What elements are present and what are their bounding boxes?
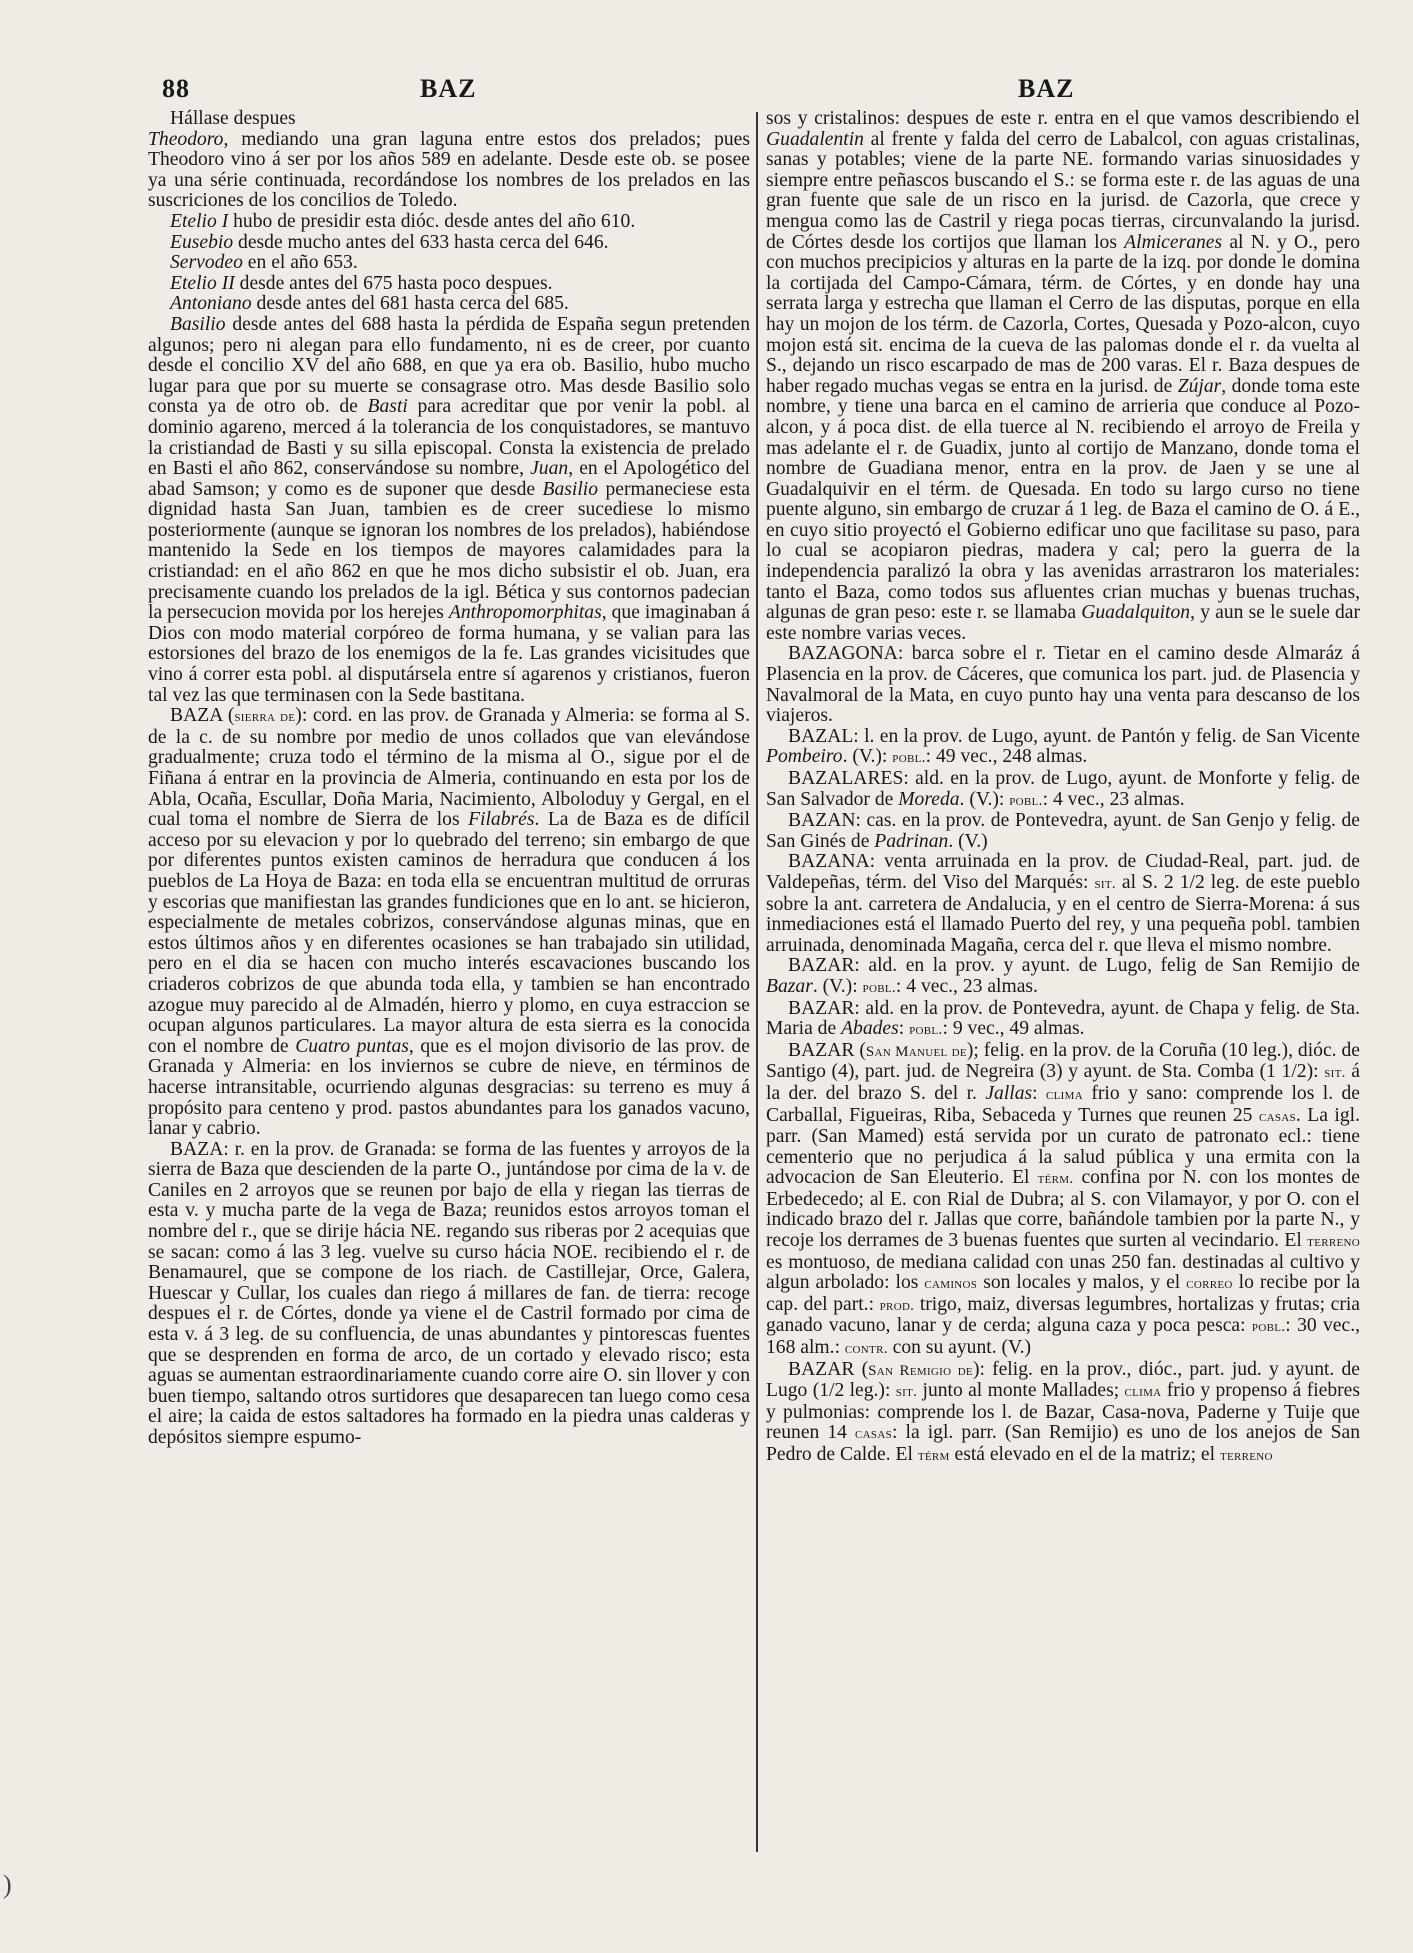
text-run: :: [1032, 1082, 1047, 1104]
text-run: BAZALARES: ald. en la prov. de Lugo, ayunt. de Monforte y felig. de San Salvador de: [766, 768, 1360, 810]
text-run: BAZAGONA: barca sobre el r. Tietar en el camino desde Almaráz á Plasencia en la prov. de Cáceres, que comunica los part. jud. de Plasencia y Navalmoral de la Mata, en cuyo punto hay una venta para descanso de los viajeros.: [766, 643, 1360, 727]
italic-term: Eusebio: [170, 231, 234, 253]
italic-term: Filabrés: [468, 809, 535, 831]
small-caps-term: San Manuel de: [865, 1043, 967, 1060]
text-run: permaneciese esta dignidad hasta San Juan, tambien es de creer sucediese lo mismo posteriormente (aunque se ignoran los nombres de los prelados), habiéndose mantenido la Sede en los tiempos de mayores calamidades para la cristiandad: en el año 862 en que he mos dicho subsistir el ob. Juan, era precisamente cuando los prelados de la igl. Bética y sus contornos padecian la persecucion movida por los herejes: [148, 478, 750, 624]
text-run: BAZA: r. en la prov. de Granada: se forma de las fuentes y arroyos de la sierra de Baza que descienden de la parte O., juntándose por cima de la v. de Caniles en 2 arroyos que se reunen por bajo de ella y riegan las tierras de esta v. y mucha parte de la vega de Baza; reunidos estos arroyos toman el nombre del r., que se dirije hácia NE. regando sus riberas por 2 acequias que se sacan: como á las 3 leg. vuelve su curso hácia NOE. recibiendo el r. de Benamaurel, que se compone de los riach. de Castillejar, Orce, Galera, Huescar y Cullar, los cuales dan riego á millares de fan. de tierra: recoge despues el r. de Córtes, donde ya viene el de Castril formado por cima de esta v. á 3 leg. de su confluencia, de unas abundantes y pintorescas fuentes que se desprenden en forma de arco, de un cortado y elevado risco; esta aguas se aumentan estraordinariamente cuando corre aire O. sin llover y con buen tiempo, saltando otros surtidores que desaparecen tan luego como cesa el aire; la caida de estos saltadores ha formado en la piedra unas calderas y depósitos siempre espumo-: [148, 1138, 750, 1448]
text-run: . (V.): [948, 830, 988, 852]
bishop-entry: [148, 233, 750, 254]
text-run: sos y cristalinos: despues de este r. entra en el que vamos describiendo el: [766, 109, 1360, 129]
text-run: ): cord. en las prov. de Granada y Almeria: se forma al S. de la c. de su nombre por medio de unos collados que van elevándose gradualmente; cruza todo el término de la misma al O., sigue por el de Fiñana á entrar en la provincia de Almeria, continuando en esta por los de Abla, Ocaña, Escullar, Doña Maria, Nacimiento, Alboloduy y Gergal, en el cual toma el nombre de Sierra de los: [148, 705, 750, 831]
text-run: BAZAL: l. en la prov. de Lugo, ayunt. de Pantón y felig. de San Vicente: [788, 725, 1360, 747]
italic-term: Guadalentin: [766, 128, 864, 150]
small-caps-term: pobl.: [1009, 792, 1043, 809]
text-run: son locales y malos, y el: [977, 1272, 1187, 1294]
bishop-entry: [148, 274, 750, 295]
margin-mark: ): [3, 1870, 12, 1899]
italic-term: Basilio: [170, 313, 226, 335]
text-run: es montuoso, de mediana calidad con unas 250 fan. destinadas al cultivo y algun arbolado: los: [766, 1251, 1360, 1294]
text-run: BAZAR: ald. en la prov. y ayunt. de Lugo, felig de San Remijio de: [788, 955, 1360, 977]
entry-bazal: [766, 727, 1360, 769]
paragraph-theodoro: [148, 130, 750, 212]
italic-term: Antoniano: [170, 293, 252, 315]
text-run: desde antes del 675 hasta poco despues.: [234, 272, 553, 294]
text-run: : 4 vec., 23 almas.: [1042, 788, 1185, 810]
small-caps-term: casas: [855, 1426, 893, 1443]
italic-term: Abades: [841, 1018, 899, 1040]
small-caps-term: caminos: [924, 1276, 978, 1293]
small-caps-term: térm.: [1037, 1171, 1074, 1188]
running-header: [0, 74, 1413, 110]
entry-bazar-san-manuel: [766, 1041, 1360, 1360]
text-run: ): felig. en la prov., dióc., part. jud. y ayunt. de Lugo (1/2 leg.):: [766, 1358, 1360, 1402]
text-run: BAZA (: [170, 705, 235, 727]
italic-term: Juan: [530, 458, 569, 480]
text-run: junto al monte Mallades;: [917, 1380, 1125, 1402]
page-number: 88: [162, 74, 190, 103]
text-run: , mediando una gran laguna entre estos dos prelados; pues Theodoro vino á ser por los años 589 en adelante. Desde este ob. se posee ya una série continuada, recordándose los nombres de los prelados en las suscriciones de los concilios de Toledo.: [148, 128, 750, 212]
text-run: BAZAR: ald. en la prov. de Pontevedra, ayunt. de Chapa y felig. de Sta. Maria de: [766, 997, 1360, 1040]
text-run: trigo, maiz, diversas legumbres, hortalizas y frutas; cria ganado vacuno, lanar y de cerda; alguna caza y poca pesca:: [766, 1293, 1360, 1337]
small-caps-term: pobl.: [909, 1022, 943, 1039]
text-run: , que es el mojon divisorio de las prov. de Granada y Almeria: en los inviernos se cubre de nieve, en términos de hacerse intransitable, ocurriendo algunas desgracias: su terreno es muy á propósito para centeno y prod. pastos abundantes para los ganados vacuno, lanar y cabrio.: [148, 1035, 750, 1140]
italic-term: Etelio I: [170, 210, 229, 232]
text-run: en el año 653.: [242, 252, 358, 274]
paragraph-continuation: [766, 109, 1360, 644]
small-caps-term: clima: [1124, 1384, 1162, 1401]
text-run: al N. y O., pero con muchos precipicios y alturas en la parte de la izq. por donde le domina la cortijada del Campo-Cámara, térm. de Córtes, y en donde hay una serrata larga y estrecha que llaman el Cerro de las disputas, porque en ella hay un mojon de los térm. de Cazorla, Cortes, Quesada y Pozo-alcon, cuyo mojon está sit. encima de la cueva de las palomas donde el r. da vuelta al S., dejando un risco escarpado de mas de 200 varas. El r. Baza despues de haber regado muchas vegas se entra en la jurisd. de: [766, 231, 1360, 397]
text-run: :: [898, 1018, 910, 1040]
text-run: desde antes del 688 hasta la pérdida de España segun pretenden algunos; pero ni alegan para ello fundamento, ni es de creer, por cuanto desde el concilio XV del año 688, en que ya era ob. Basilio, hubo mucho lugar para que por su muerte se consagrase otro. Mas desde Basilio solo consta ya de otro ob. de: [148, 313, 750, 418]
small-caps-term: sit.: [1094, 875, 1116, 892]
bishop-entry: [148, 253, 750, 274]
italic-term: Pombeiro: [766, 746, 843, 768]
small-caps-term: sit.: [895, 1384, 918, 1401]
right-column-heading: BAZ: [1018, 74, 1075, 103]
text-run: con su ayunt. (V.): [887, 1337, 1032, 1359]
paragraph-intro: Hállase despues: [170, 109, 296, 129]
italic-term: Theodoro: [148, 128, 224, 150]
text-run: . La igl. parr. (San Mamed) está servida por un curato de patronato ecl.: tiene cementerio que no perjudica á la salud pública y una ermita con la advocacion de San Eleuterio. El: [766, 1104, 1360, 1189]
text-run: frio y propenso á fiebres y pulmonias: comprende los l. de Bazar, Casa-nova, Paderne y Tuije que reunen 14: [766, 1380, 1360, 1444]
entry-bazagona: [766, 644, 1360, 726]
small-caps-term: sit.: [1324, 1065, 1346, 1082]
italic-term: Basti: [367, 396, 408, 418]
small-caps-term: San Remigio de: [868, 1362, 973, 1379]
text-run: : 49 vec., 248 almas.: [925, 746, 1088, 768]
text-run: hubo de presidir esta dióc. desde antes del año 610.: [228, 210, 636, 232]
text-run: : 4 vec., 23 almas.: [895, 975, 1038, 997]
small-caps-term: correo: [1186, 1276, 1233, 1293]
text-run: . (V.):: [812, 975, 863, 997]
text-run: : 9 vec., 49 almas.: [942, 1018, 1085, 1040]
small-caps-term: sierra de: [234, 709, 296, 726]
entry-baza-rio: [148, 1140, 750, 1449]
italic-term: Anthropomorphitas: [448, 602, 602, 624]
italic-term: Moreda: [898, 788, 960, 810]
text-run: BAZANA: venta arruinada en la prov. de Ciudad-Real, part. jud. de Valdepeñas, térm. del Viso del Marqués:: [766, 851, 1360, 893]
small-caps-term: térm: [917, 1448, 950, 1464]
small-caps-term: pobl.: [862, 979, 896, 996]
italic-term: Etelio II: [170, 272, 235, 294]
right-column: [766, 109, 1360, 1949]
italic-term: Zújar: [1177, 375, 1222, 397]
text-run: , en el Apologético del abad Samson; y como es de suponer que desde: [148, 458, 750, 500]
italic-term: Cuatro puntas: [295, 1035, 409, 1057]
small-caps-term: pobl.: [892, 750, 926, 767]
text-run: al frente y falda del cerro de Labalcol, con aguas cristalinas, sanas y potables; viene de la parte NE. formando varias sinuosidades y siempre entre peñascos buscando el S.: se forma este r. de las aguas de una gran fuente que sale de un risco en la jurisd. de Cazorla, que crece y mengua como las de Castril y riega pocas tierras, circunvalando la jurisd. de Córtes desde los cortijos que llaman los: [766, 128, 1360, 253]
italic-term: Jallas: [985, 1082, 1033, 1104]
text-run: frio y sano: comprende los l. de Carballal, Figueiras, Riba, Sebaceda y Turnes que reunen 25: [766, 1082, 1360, 1126]
text-run: : 30 vec., 168 alm.:: [766, 1315, 1360, 1359]
paragraph-basilio: [148, 315, 750, 706]
text-run: lo recibe por la cap. del part.:: [766, 1272, 1360, 1315]
italic-term: Basilio: [542, 478, 599, 500]
small-caps-term: contr.: [844, 1341, 888, 1358]
text-run: . La de Baza es de difícil acceso por su elevacion y por lo quebrado del terreno; sin embargo de que por diferentes puntos existen caminos de herradura que conducen á los pueblos de La Hoya de Baza: en toda ella se encuentran multitud de orruras y escorias que manifiestan las grandes fundiciones que en lo ant. se hicieron, especialmente de metales cobrizos, conservándose algunas minas, que en estos últimos años y en diferentes ocasiones se han trabajado sin utilidad, pero en el dia se hacen con mucho interés escavaciones buscando los criaderos cobrizos de que abunda toda ella, y tambien se han encontrado azogue muy parecido al de Almadén, hierro y plomo, en cuya estraccion se ocupan algunos particulares. La mayor altura de esta sierra es la conocida con el nombre de: [148, 809, 750, 1057]
text-run: BAZAR (: [788, 1358, 869, 1380]
entry-bazar-pontevedra: [766, 999, 1360, 1041]
italic-term: Almiceranes: [1124, 231, 1223, 253]
small-caps-term: terreno: [1219, 1448, 1273, 1464]
entry-bazan: [766, 811, 1360, 852]
small-caps-term: clima: [1046, 1086, 1083, 1103]
column-divider: [756, 112, 758, 1852]
left-column-heading: BAZ: [420, 74, 477, 103]
text-run: confina por N. con los montes de Erbedecedo; al E. con Rial de Dubra; al S. con Vilamayor, y por O. con el indicado brazo del r. Jallas que corre, bañándole tambien por la parte N., y recoje los derrames de 3 buenas fuentes que surten al vecindario. El: [766, 1167, 1360, 1252]
text-run: para acreditar que por venir la pobl. al dominio agareno, merced á la tolerancia de los conquistadores, se mantuvo la cristiandad de Basti y su silla episcopal. Consta la existencia de prelado en Basti el año 862, conservándose su nombre,: [148, 396, 750, 480]
italic-term: Padrinan: [874, 830, 949, 852]
text-run: está elevado en el de la matriz; el: [949, 1444, 1220, 1465]
entry-bazana: [766, 852, 1360, 956]
text-run: , donde toma este nombre, y tiene una barca en el camino de arrieria que conduce al Pozo-alcon, y á poca dist. de ella tuerce al N. recibiendo el arroyo de Freila y mas adelante el r. de Guadix, junto al cortijo de Manzano, donde toma el nombre de Guadiana menor, entra en la prov. de Jaen y se une al Guadalquivir en el térm. de Quesada. En todo su largo curso no tiene puente alguno, sin embargo de cruzar á 1 leg. de Baza el camino de O. á E., en cuyo sitio proyectó el Gobierno edificar uno que facilitase su paso, para lo cual se acopiaron piedras, madera y cal; pero la guerra de la independencia paralizó la obra y las avenidas arrastraron los materiales: tanto el Baza, como todos sus afluentes crian muchas y buenas truchas, algunas de gran peso: este r. se llamaba: [766, 375, 1360, 624]
italic-term: Servodeo: [170, 252, 243, 274]
left-column: [148, 109, 750, 1949]
small-caps-term: terreno: [1307, 1234, 1360, 1251]
text-run: . (V.):: [842, 746, 893, 768]
text-run: . (V.):: [959, 788, 1010, 810]
entry-bazalares: [766, 769, 1360, 811]
text-run: ); felig. en la prov. de la Coruña (10 leg.), dióc. de Santigo (4), part. jud. de Negreira (3) y ayunt. de Sta. Comba (1 1/2):: [766, 1039, 1360, 1083]
text-run: desde mucho antes del 633 hasta cerca del 646.: [233, 231, 609, 253]
bishop-entry: [148, 212, 750, 233]
text-run: BAZAN: cas. en la prov. de Pontevedra, ayunt. de San Genjo y felig. de San Ginés de: [766, 810, 1360, 852]
entry-bazar-san-remigio: [766, 1360, 1360, 1467]
bishop-entry: [148, 294, 750, 315]
italic-term: Bazar: [766, 975, 813, 997]
small-caps-term: prod.: [879, 1297, 915, 1314]
text-run: : la igl. parr. (San Remijio) es uno de los anejos de San Pedro de Calde. El: [766, 1422, 1360, 1465]
entry-bazar-lugo: [766, 956, 1360, 998]
text-run: , y aun se le suele dar este nombre varias veces.: [766, 602, 1360, 644]
italic-term: Guadalquiton: [1081, 602, 1191, 624]
text-run: , que imaginaban á Dios con modo material corpóreo de forma humana, y se valian para las estorsiones del brazo de los enemigos de la fe. Las grandes vicisitudes que vino á correr esta pobl. al disputársela entre sí agarenos y cristianos, fueron tal vez las que terminasen con la Sede bastitana.: [148, 602, 750, 706]
small-caps-term: casas: [1258, 1108, 1296, 1125]
text-run: desde antes del 681 hasta cerca del 685.: [251, 293, 569, 315]
text-run: BAZAR (: [788, 1039, 866, 1061]
text-run: á la der. del brazo S. del r.: [766, 1061, 1360, 1104]
text-run: al S. 2 1/2 leg. de este pueblo sobre la ant. carretera de Andalucia, y en el centro de Sierra-Morena: á sus inmediaciones está el llamado Puerto del rey, y una pequeña pobl. tambien arruinada, denominada Magaña, cerca del r. que lleva el mismo nombre.: [766, 871, 1360, 956]
entry-baza-sierra: [148, 706, 750, 1139]
small-caps-term: pobl.: [1251, 1319, 1286, 1336]
